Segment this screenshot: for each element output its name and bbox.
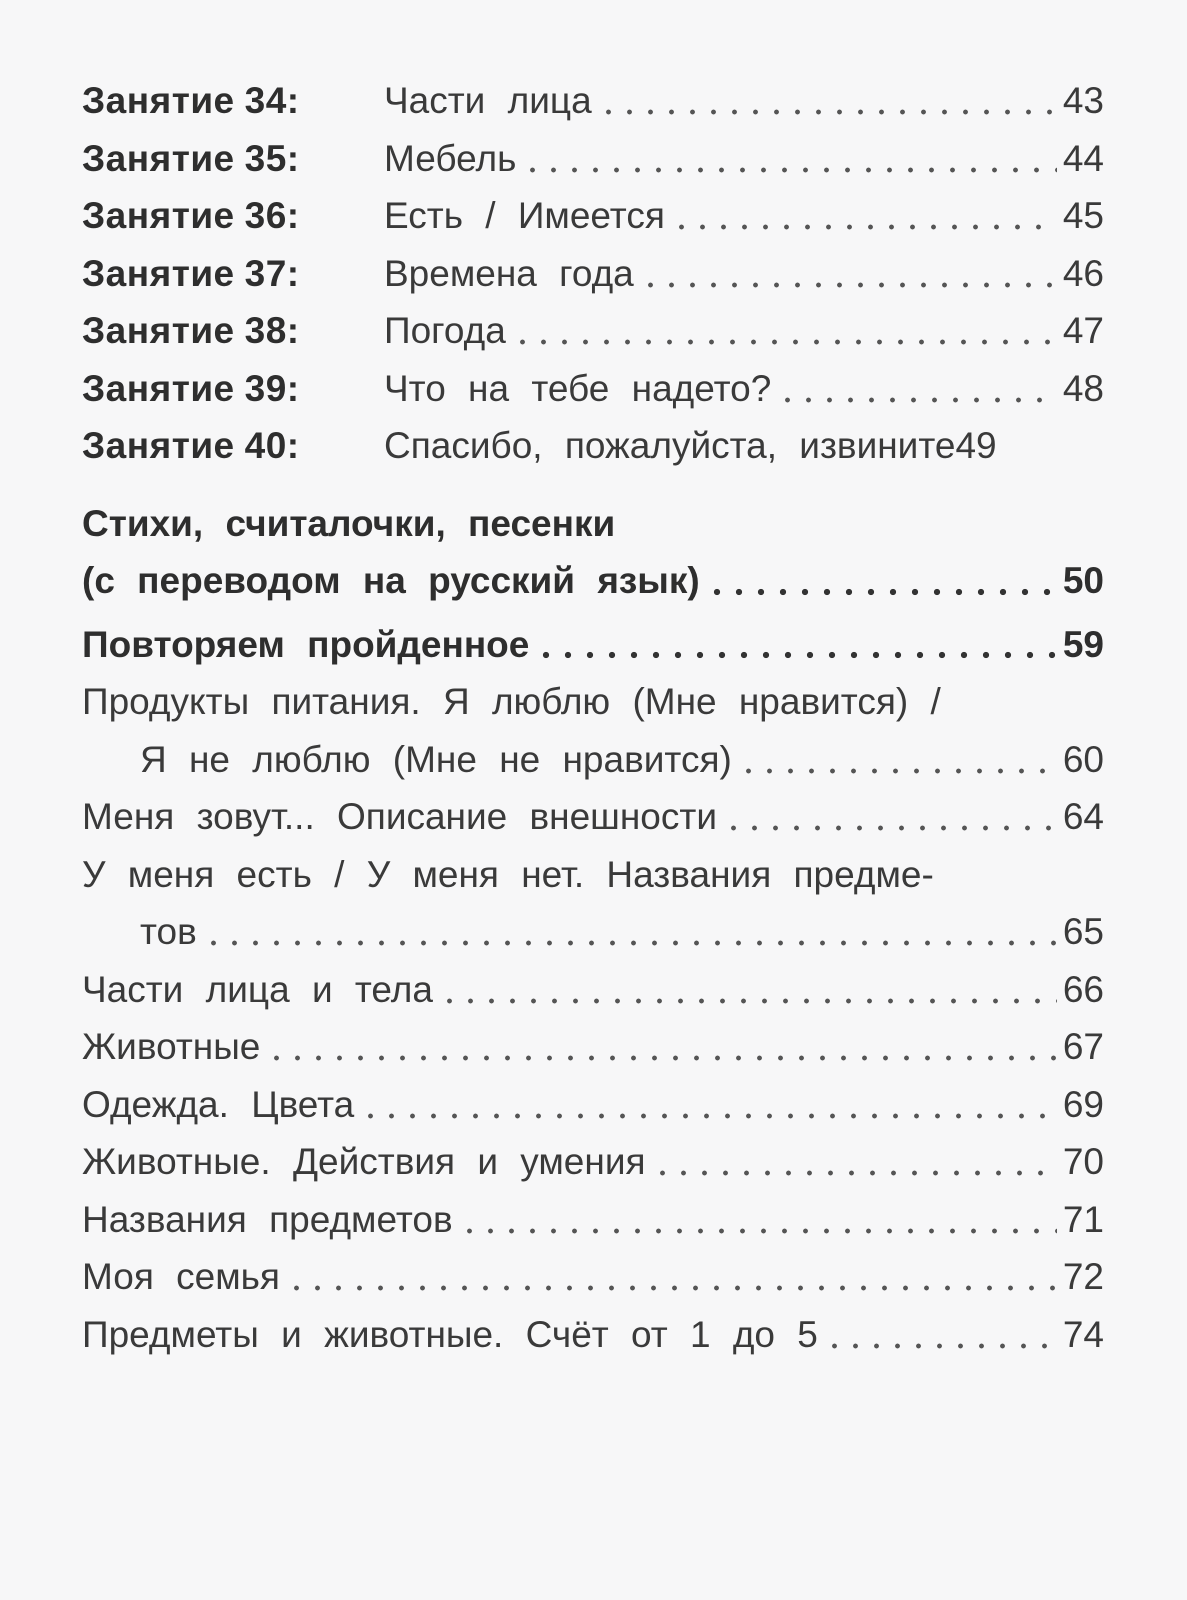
entry-title: Названия предметов: [82, 1198, 453, 1240]
dot-leader: [738, 731, 1057, 789]
toc-entry-review-animals[interactable]: [82, 1018, 1104, 1076]
dot-leader: [522, 130, 1056, 188]
page-number: 69: [1062, 1083, 1104, 1125]
lesson-title: Есть / Имеется: [384, 195, 665, 236]
dot-leader: [640, 245, 1057, 303]
page-number: 66: [1062, 968, 1104, 1010]
dot-leader: [266, 1018, 1056, 1076]
dot-leader: [203, 903, 1057, 961]
toc-entry-lesson-34[interactable]: [82, 72, 1104, 130]
toc-entry-review-objects[interactable]: [82, 903, 1104, 961]
entry-title: Предметы и животные. Счёт от 1 до 5: [82, 1313, 818, 1355]
review-entry-first-line[interactable]: У меня есть / У меня нет. Названия предме-: [82, 853, 934, 895]
toc-entry-lesson-40[interactable]: [82, 417, 1104, 475]
toc-entry-review-name[interactable]: [82, 788, 1104, 846]
entry-title: Части лица и тела: [82, 968, 433, 1010]
page-number: 70: [1062, 1141, 1104, 1182]
lesson-title: Погода: [384, 310, 506, 351]
entry-title: Животные: [82, 1026, 261, 1067]
toc-entry-review-family[interactable]: [82, 1248, 1104, 1306]
dot-leader: [535, 616, 1056, 674]
dot-leader: [706, 552, 1057, 610]
toc-entry-review-counting[interactable]: [82, 1306, 1104, 1364]
toc-entry-lesson-35[interactable]: [82, 130, 1104, 188]
dot-leader: [512, 302, 1057, 360]
poems-section-title: Стихи, считалочки, песенки: [82, 502, 616, 544]
toc-entry-review[interactable]: [82, 616, 1104, 674]
page-number: 71: [1062, 1198, 1104, 1240]
dot-leader: [723, 788, 1057, 846]
toc-entry-lesson-39[interactable]: [82, 360, 1104, 418]
lesson-label: Занятие 37:: [82, 252, 300, 294]
toc-entry-review-actions[interactable]: [82, 1133, 1104, 1191]
page-number: 47: [1062, 310, 1104, 351]
lesson-label: Занятие 38:: [82, 310, 300, 351]
dot-leader: [598, 72, 1057, 130]
entry-title: Животные. Действия и умения: [82, 1141, 646, 1182]
toc-entry-review-face[interactable]: [82, 961, 1104, 1019]
lesson-title: Времена года: [384, 252, 634, 294]
toc-entry-lesson-38[interactable]: [82, 302, 1104, 360]
toc-entry-lesson-36[interactable]: [82, 187, 1104, 245]
lesson-title: Мебель: [384, 137, 517, 179]
page-number: 67: [1062, 1026, 1104, 1067]
page-number: 45: [1062, 195, 1104, 236]
dot-leader: [439, 961, 1057, 1019]
page-number: 44: [1062, 137, 1104, 179]
entry-title: Я не люблю (Мне не нравится): [140, 738, 732, 780]
page-number: 65: [1062, 911, 1104, 952]
dot-leader: [286, 1248, 1057, 1306]
entry-title: Одежда. Цвета: [82, 1083, 355, 1125]
lesson-label: Занятие 40:: [82, 425, 300, 466]
page-number: 72: [1062, 1256, 1104, 1297]
dot-leader: [671, 187, 1057, 245]
entry-title: Меня зовут... Описание внешности: [82, 796, 717, 837]
dot-leader: [652, 1133, 1057, 1191]
lesson-title: Спасибо, пожалуйста, извините: [384, 425, 956, 466]
page-number: 49: [955, 425, 997, 466]
table-of-contents: [82, 72, 1104, 1363]
lesson-label: Занятие 35:: [82, 137, 300, 179]
page-number: 48: [1062, 367, 1104, 409]
dot-leader: [360, 1076, 1057, 1134]
page-number: 43: [1062, 80, 1104, 121]
dot-leader: [824, 1306, 1057, 1364]
lesson-label: Занятие 34:: [82, 80, 300, 121]
section-subtitle: (с переводом на русский язык): [82, 560, 700, 601]
toc-entry-poems[interactable]: [82, 552, 1104, 610]
page-number: 64: [1062, 796, 1104, 837]
section-title: Повторяем пройденное: [82, 623, 530, 665]
lesson-label: Занятие 39:: [82, 367, 300, 409]
dot-leader: [459, 1191, 1057, 1249]
lesson-label: Занятие 36:: [82, 195, 300, 236]
dot-leader: [777, 360, 1057, 418]
page-number: 59: [1062, 623, 1104, 665]
toc-entry-review-food[interactable]: [82, 731, 1104, 789]
toc-entry-lesson-37[interactable]: [82, 245, 1104, 303]
entry-title: Моя семья: [82, 1256, 280, 1297]
page-number: 50: [1062, 560, 1104, 601]
lesson-title: Что на тебе надето?: [384, 367, 772, 409]
page-number: 74: [1062, 1313, 1104, 1355]
lesson-title: Части лица: [384, 80, 592, 121]
page-number: 46: [1062, 252, 1104, 294]
toc-entry-review-object-names[interactable]: [82, 1191, 1104, 1249]
entry-title: тов: [140, 911, 197, 952]
review-entry-first-line[interactable]: Продукты питания. Я люблю (Мне нравится) /: [82, 681, 941, 722]
toc-entry-review-clothes[interactable]: [82, 1076, 1104, 1134]
page-number: 60: [1062, 738, 1104, 780]
